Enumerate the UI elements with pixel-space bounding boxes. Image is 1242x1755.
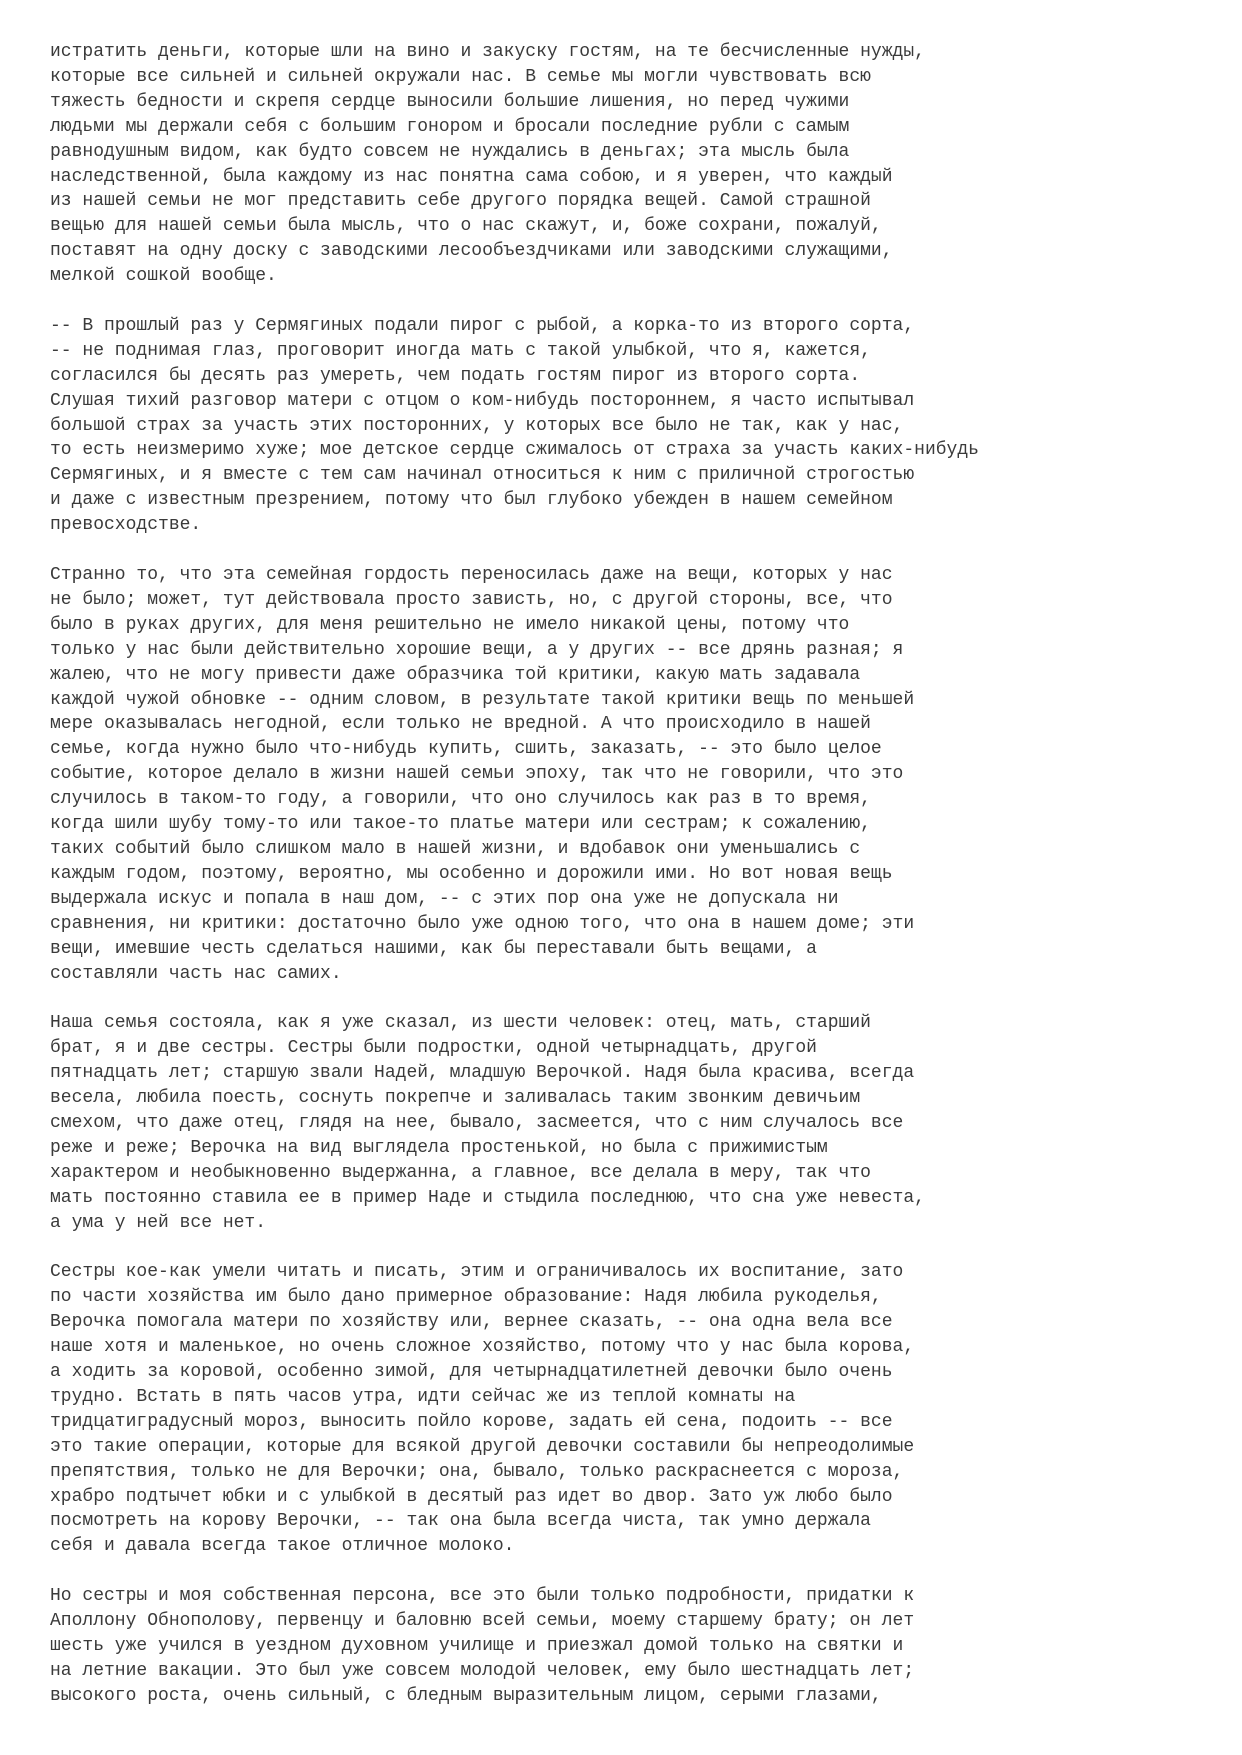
paragraph: [50, 1584, 1200, 1709]
text-line: сравнения, ни критики: достаточно было уже одною того, что она в нашем доме; эти: [50, 913, 915, 934]
text-line: было в руках других, для меня решительно не имело никакой цены, потому что: [50, 614, 850, 635]
paragraph: [50, 40, 1200, 289]
text-line: высокого роста, очень сильный, с бледным выразительным лицом, серыми глазами,: [50, 1685, 882, 1706]
text-line: мать постоянно ставила ее в пример Наде и стыдила последнюю, что сна уже невеста,: [50, 1187, 925, 1208]
text-line: Странно то, что эта семейная гордость переносилась даже на вещи, которых у нас: [50, 565, 893, 585]
text-line: храбро подтычет юбки и с улыбкой в десятый раз идет во двор. Зато уж любо было: [50, 1486, 893, 1507]
text-line: тяжесть бедности и скрепя сердце выносили большие лишения, но перед чужими: [50, 91, 850, 112]
text-line: Сестры кое-как умели читать и писать, этим и ограничивалось их воспитание, зато: [50, 1262, 904, 1283]
text-line: смехом, что даже отец, глядя на нее, бывало, засмеется, что с ним случалось все: [50, 1112, 904, 1133]
text-line: а ходить за коровой, особенно зимой, для четырнадцатилетней девочки было очень: [50, 1361, 893, 1382]
text-line: случилось в таком-то году, а говорили, что оно случилось как раз в то время,: [50, 789, 871, 810]
text-line: согласился бы десять раз умереть, чем подать гостям пирог из второго сорта.: [50, 365, 861, 386]
paragraph: [50, 314, 1200, 538]
text-line: на летние вакации. Это был уже совсем молодой человек, ему было шестнадцать лет;: [50, 1660, 915, 1681]
text-line: когда шили шубу тому-то или такое-то платье матери или сестрам; к сожалению,: [50, 814, 871, 835]
text-line: характером и необыкновенно выдержанна, а главное, все делала в меру, так что: [50, 1162, 871, 1183]
text-line: таких событий было слишком мало в нашей жизни, и вдобавок они уменьшались с: [50, 838, 861, 859]
text-line: событие, которое делало в жизни нашей семьи эпоху, так что не говорили, что это: [50, 764, 904, 785]
text-line: выдержала искус и попала в наш дом, -- с этих пор она уже не допускала ни: [50, 888, 839, 909]
text-line: -- В прошлый раз у Сермягиных подали пирог с рыбой, а корка-то из второго сорта,: [50, 315, 915, 336]
text-line: шесть уже учился в уездном духовном училище и приезжал домой только на святки и: [50, 1635, 904, 1656]
text-line: мере оказывалась негодной, если только не вредной. А что происходило в нашей: [50, 714, 871, 735]
text-line: вещи, имевшие честь сделаться нашими, как бы переставали быть вещами, а: [50, 938, 817, 959]
paragraph: [50, 1260, 1200, 1559]
text-line: Сермягиных, и я вместе с тем сам начинал относиться к ним с приличной строгостью: [50, 465, 915, 486]
text-line: то есть неизмеримо хуже; мое детское сердце сжималось от страха за участь каких-нибудь: [50, 440, 979, 461]
document-page: [50, 40, 1200, 1734]
text-line: брат, я и две сестры. Сестры были подростки, одной четырнадцать, другой: [50, 1038, 817, 1059]
text-line: препятствия, только не для Верочки; она, бывало, только раскраснеется с мороза,: [50, 1461, 904, 1482]
text-line: реже и реже; Верочка на вид выглядела простенькой, но была с прижимистым: [50, 1137, 828, 1158]
text-line: тридцатиградусный мороз, выносить пойло корове, задать ей сена, подоить -- все: [50, 1411, 893, 1432]
text-line: каждой чужой обновке -- одним словом, в результате такой критики вещь по меньшей: [50, 689, 915, 710]
text-line: жалею, что не могу привести даже образчика той критики, какую мать задавала: [50, 664, 861, 685]
text-line: трудно. Встать в пять часов утра, идти сейчас же из теплой комнаты на: [50, 1386, 796, 1407]
text-line: не было; может, тут действовала просто зависть, но, с другой стороны, все, что: [50, 589, 893, 610]
text-line: Слушая тихий разговор матери с отцом о ком-нибудь постороннем, я часто испытывал: [50, 390, 915, 411]
text-line: -- не поднимая глаз, проговорит иногда мать с такой улыбкой, что я, кажется,: [50, 340, 871, 361]
text-line: поставят на одну доску с заводскими лесообъездчиками или заводскими служащими,: [50, 241, 893, 262]
text-line: большой страх за участь этих посторонних, у которых все было не так, как у нас,: [50, 415, 904, 436]
text-line: Наша семья состояла, как я уже сказал, из шести человек: отец, мать, старший: [50, 1013, 871, 1034]
text-line: из нашей семьи не мог представить себе другого порядка вещей. Самой страшной: [50, 191, 871, 212]
text-line: людьми мы держали себя с большим гонором и бросали последние рубли с самым: [50, 116, 850, 137]
text-line: посмотреть на корову Верочки, -- так она была всегда чиста, так умно держала: [50, 1511, 871, 1532]
text-line: это такие операции, которые для всякой другой девочки составили бы непреодолимые: [50, 1436, 915, 1457]
text-line: и даже с известным презрением, потому что был глубоко убежден в нашем семейном: [50, 490, 893, 511]
text-line: равнодушным видом, как будто совсем не нуждались в деньгах; эта мысль была: [50, 141, 850, 162]
text-line: себя и давала всегда такое отличное молоко.: [50, 1536, 515, 1557]
paragraph: [50, 563, 1200, 986]
text-line: превосходстве.: [50, 515, 202, 536]
paragraph: [50, 1011, 1200, 1235]
text-line: составляли часть нас самих.: [50, 963, 342, 984]
text-line: истратить деньги, которые шли на вино и закуску гостям, на те бесчисленные нужды,: [50, 42, 925, 62]
text-line: весела, любила поесть, соснуть покрепче и заливалась таким звонким девичьим: [50, 1088, 861, 1109]
text-line: наше хотя и маленькое, но очень сложное хозяйство, потому что у нас была корова,: [50, 1337, 915, 1358]
text-line: Аполлону Обнополову, первенцу и баловню всей семьи, моему старшему брату; он лет: [50, 1611, 915, 1632]
text-line: Но сестры и моя собственная персона, все это были только подробности, придатки к: [50, 1586, 915, 1607]
text-line: а ума у ней все нет.: [50, 1212, 267, 1233]
text-line: только у нас были действительно хорошие вещи, а у других -- все дрянь разная; я: [50, 639, 904, 660]
text-line: мелкой сошкой вообще.: [50, 266, 277, 287]
text-line: пятнадцать лет; старшую звали Надей, младшую Верочкой. Надя была красива, всегда: [50, 1063, 915, 1084]
text-line: семье, когда нужно было что-нибудь купить, сшить, заказать, -- это было целое: [50, 739, 882, 760]
text-line: по части хозяйства им было дано примерное образование: Надя любила рукоделья,: [50, 1287, 882, 1308]
text-line: Верочка помогала матери по хозяйству или, вернее сказать, -- она одна вела все: [50, 1312, 893, 1333]
text-line: вещью для нашей семьи была мысль, что о нас скажут, и, боже сохрани, пожалуй,: [50, 216, 882, 237]
text-line: каждым годом, поэтому, вероятно, мы особенно и дорожили ими. Но вот новая вещь: [50, 863, 893, 884]
text-line: наследственной, была каждому из нас понятна сама собою, и я уверен, что каждый: [50, 166, 893, 187]
text-line: которые все сильней и сильней окружали нас. В семье мы могли чувствовать всю: [50, 66, 871, 87]
